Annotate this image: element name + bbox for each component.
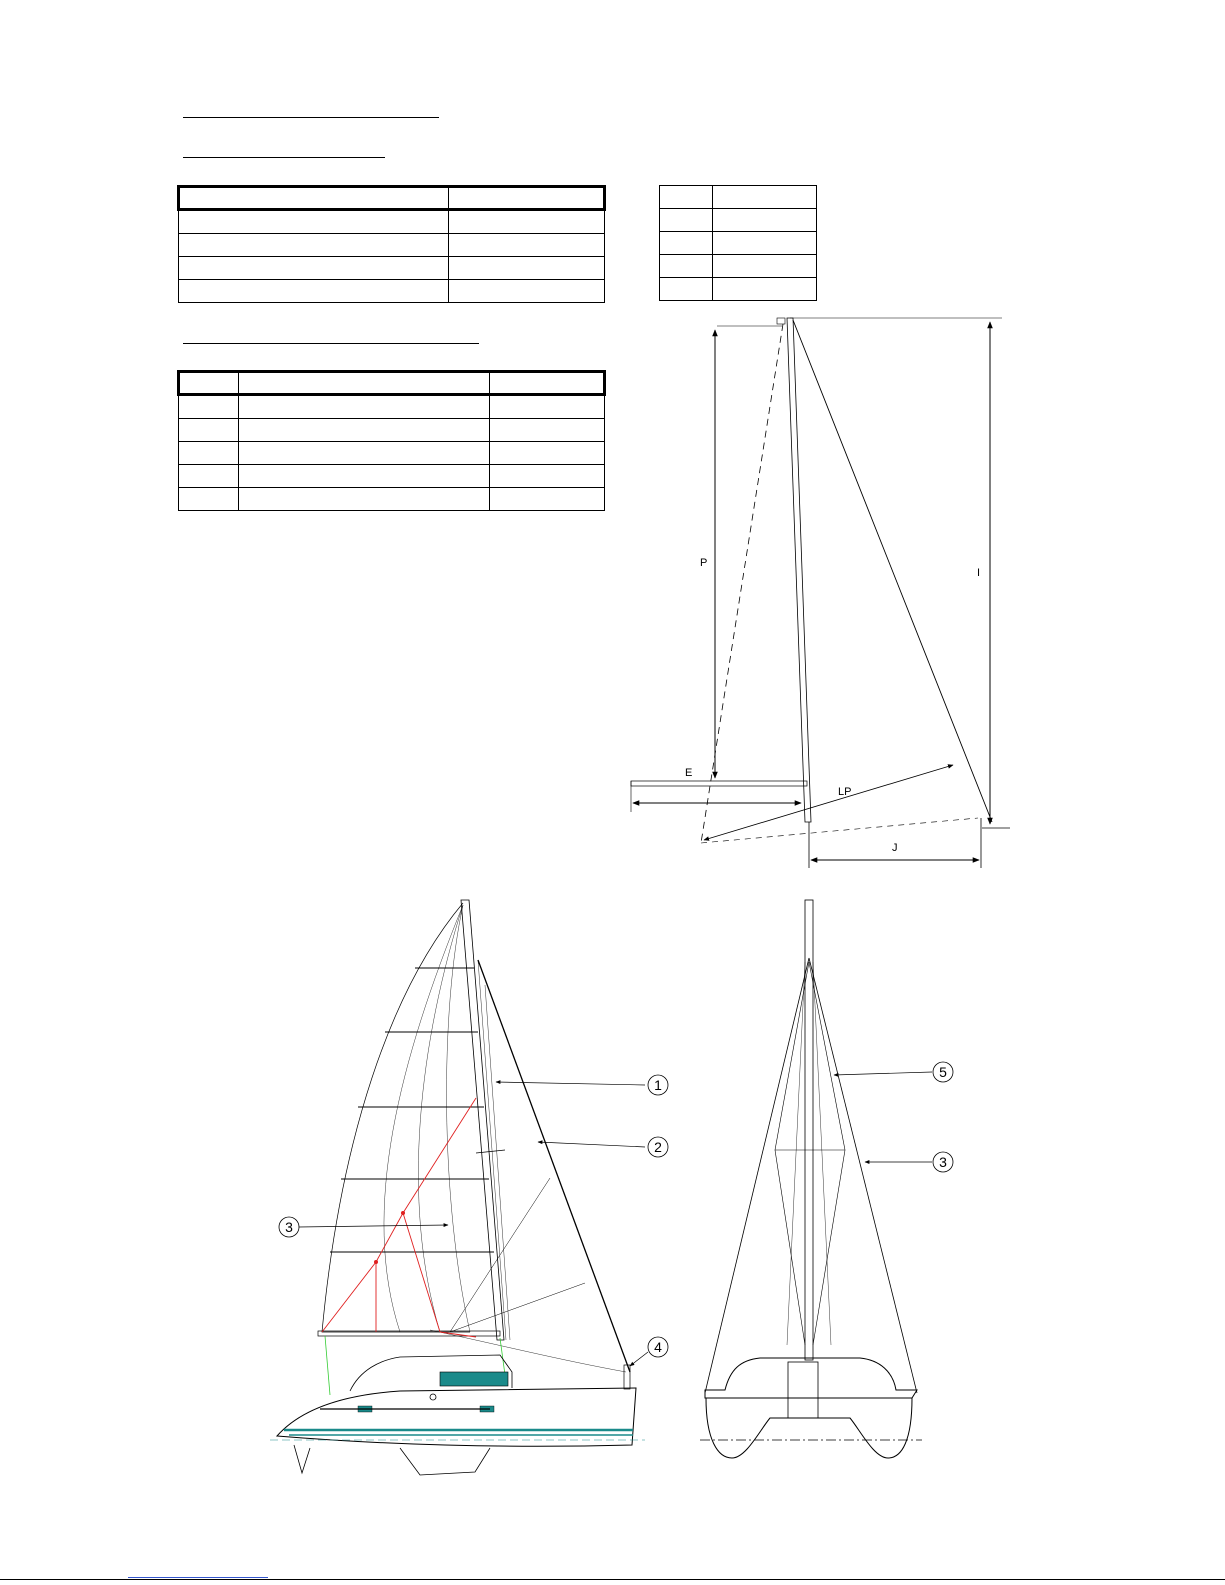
inner-shroud xyxy=(813,962,831,1345)
footer-link-underline[interactable] xyxy=(128,1577,268,1578)
sail-panel-seam xyxy=(384,905,463,1332)
sail-panel-seam xyxy=(418,905,463,1332)
side-hull xyxy=(277,1388,636,1446)
callout-5-leader xyxy=(834,1072,932,1075)
footer-rule xyxy=(0,1579,1225,1580)
jib-foot xyxy=(430,1330,626,1372)
callout-4-leader xyxy=(630,1352,648,1366)
red-block xyxy=(401,1211,405,1215)
side-rudder xyxy=(294,1445,310,1473)
front-shroud-left xyxy=(705,958,809,1393)
jib-sheet-line xyxy=(450,1178,550,1332)
spreader xyxy=(476,1150,505,1153)
callout-2-leader xyxy=(538,1142,645,1147)
forestay-line xyxy=(793,320,992,822)
red-lazy-jack xyxy=(322,1098,476,1332)
front-door xyxy=(788,1362,818,1418)
label-p: P xyxy=(700,557,708,569)
callout-1-leader xyxy=(496,1082,645,1085)
front-deck-cabin xyxy=(705,1358,917,1398)
callout-5-number: 5 xyxy=(939,1064,947,1080)
side-mast xyxy=(461,900,504,1340)
label-e: E xyxy=(685,767,693,779)
callout-1-number: 1 xyxy=(654,1077,662,1093)
mast xyxy=(787,318,811,822)
sail-plan-diagram xyxy=(631,318,1010,868)
mast-step xyxy=(430,1394,436,1400)
catamaran-side-view xyxy=(270,900,668,1475)
jib-sheet-line xyxy=(450,1283,585,1332)
mainsail-leech xyxy=(322,903,470,1332)
callout-3-leader xyxy=(299,1225,448,1227)
catamaran-front-view xyxy=(700,900,953,1458)
masthead-fitting xyxy=(777,318,785,324)
label-i: I xyxy=(977,567,981,579)
side-forestay xyxy=(478,960,630,1372)
sail-foot-dashed xyxy=(701,818,978,843)
sail-luff-dashed xyxy=(701,324,783,843)
callout-4-number: 4 xyxy=(654,1339,662,1355)
red-block xyxy=(374,1260,378,1264)
boom xyxy=(631,781,807,786)
diamond-left xyxy=(775,962,809,1345)
callout-3-number: 3 xyxy=(285,1219,293,1235)
label-j: J xyxy=(892,842,898,854)
callout-2-number: 2 xyxy=(654,1139,662,1155)
diamond-right xyxy=(809,962,845,1345)
red-lazy-jack xyxy=(403,1213,440,1332)
callout-3b-number: 3 xyxy=(939,1154,947,1170)
front-hulls xyxy=(706,1398,912,1458)
label-lp: LP xyxy=(838,786,852,798)
green-topping-lift xyxy=(325,1336,330,1395)
front-shroud-right xyxy=(809,958,917,1393)
side-keel xyxy=(400,1448,490,1475)
cabin-window xyxy=(440,1372,508,1386)
